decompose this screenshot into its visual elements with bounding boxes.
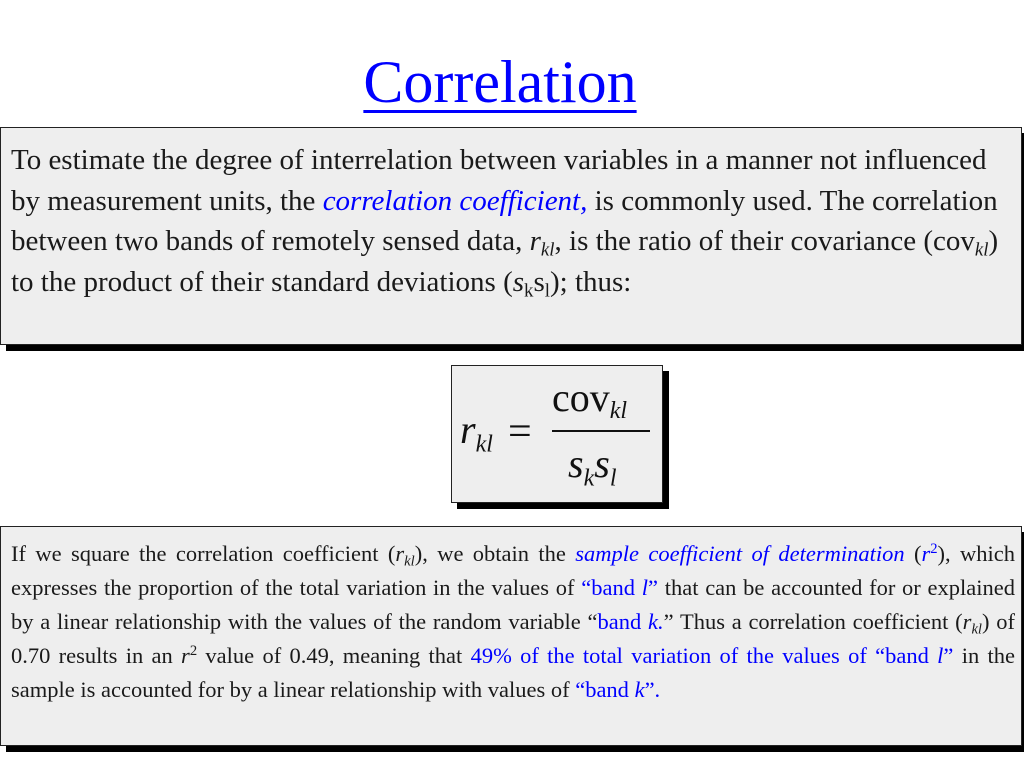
highlight-49-percent: [471, 643, 954, 668]
formula-denominator: [568, 440, 617, 492]
formula-box: [451, 365, 663, 503]
term-band-k-end: [575, 677, 660, 702]
symbol-r-squared: r: [181, 643, 190, 668]
band-word: band: [591, 575, 642, 600]
subscript-kl: kl: [540, 239, 555, 261]
band-letter-k: k.: [648, 609, 664, 634]
subscript-k: k: [524, 280, 534, 302]
formula-sk: s: [568, 441, 584, 486]
text-segment: (: [904, 541, 922, 566]
band-letter-k: k: [634, 677, 645, 702]
quote-close: ”: [943, 643, 954, 668]
text-segment: ” Thus a correlation coefficient (: [663, 609, 963, 634]
text-segment: To estimate the degree of interrelation between variables in a manner not influenced by measurement units, the: [11, 144, 987, 217]
text-segment: ), which expresses the proportion of the total variation in the values of: [11, 541, 1016, 600]
symbol-r-squared: r: [921, 541, 931, 566]
slide-title: Correlation: [363, 49, 637, 115]
symbol-r: r: [962, 609, 972, 634]
quote-close: ”.: [644, 677, 661, 702]
band-word: band: [597, 609, 649, 634]
fraction-bar: [552, 430, 650, 432]
band-letter-l: l: [641, 575, 648, 600]
text-segment: If we square the correlation coefficient (: [11, 541, 396, 566]
superscript-2: 2: [930, 540, 938, 557]
subscript-l: l: [544, 280, 550, 302]
quote-open: “: [581, 575, 592, 600]
symbol-r: r: [529, 225, 541, 257]
band-letter-l: l: [937, 643, 944, 668]
highlight-text: 49% of the total variation of the values of “band: [470, 643, 938, 668]
text-segment: in the sample is accounted for by a linear relationship with values of: [11, 643, 1015, 702]
correlation-formula: [452, 366, 662, 502]
symbol-s: s: [533, 265, 545, 298]
text-segment: ) to the product of their standard deviations (: [11, 225, 999, 298]
term-band-k: [598, 609, 664, 634]
formula-r-subscript: kl: [475, 431, 493, 458]
superscript-2: 2: [189, 642, 198, 659]
formula-r: r: [460, 407, 476, 452]
text-segment: that can be accounted for or explained by a linear relationship with the values of the random variable “: [11, 575, 1015, 634]
determination-box: [0, 526, 1022, 746]
formula-cov-subscript: kl: [609, 398, 628, 425]
subscript-kl: kl: [974, 239, 989, 261]
text-segment: is commonly used. The correlation between two bands of remotely sensed data,: [11, 184, 998, 257]
quote-close: ”: [647, 575, 658, 600]
formula-sl-subscript: l: [609, 465, 617, 492]
text-segment: ), we obtain the: [414, 541, 576, 566]
term-band-l: [581, 575, 658, 600]
formula-sk-subscript: k: [583, 465, 595, 492]
text-segment: value of 0.49, meaning that: [197, 643, 471, 668]
formula-numerator: [552, 374, 628, 425]
term-correlation-coefficient: correlation coefficient,: [322, 184, 588, 217]
formula-sl: s: [594, 441, 610, 486]
text-segment: ) of 0.70 results in an: [11, 609, 1015, 668]
term-sample-coefficient-of-determination: sample coefficient of determination: [575, 541, 905, 566]
determination-text: [11, 537, 1015, 707]
symbol-s: s: [512, 265, 525, 298]
formula-equals: =: [508, 409, 532, 455]
formula-cov: cov: [552, 375, 610, 420]
symbol-r: r: [395, 541, 405, 566]
text-segment: , is the ratio of their covariance (cov: [554, 225, 975, 257]
definition-box: [0, 127, 1022, 345]
band-word: “band: [575, 677, 635, 702]
formula-lhs: [460, 406, 493, 458]
text-segment: ); thus:: [550, 265, 632, 298]
definition-text: [11, 140, 1015, 302]
subscript-kl: kl: [404, 553, 415, 570]
subscript-kl: kl: [971, 621, 982, 638]
